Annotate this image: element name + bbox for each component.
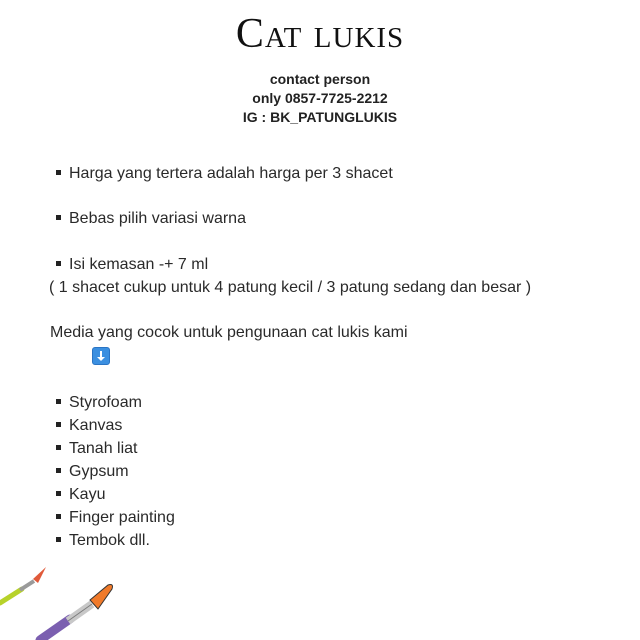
list-item (56, 507, 175, 529)
bullet-icon (56, 261, 61, 266)
list-item-label: Finger painting (69, 509, 175, 526)
paintbrushes-illustration (0, 555, 150, 640)
bullet-icon (56, 445, 61, 450)
bullet-icon (56, 491, 61, 496)
list-item-label: Tanah liat (69, 440, 138, 457)
contact-label: contact person (269, 71, 371, 87)
bullet-icon (56, 399, 61, 404)
price-note-text: Harga yang tertera adalah harga per 3 shacet (69, 165, 393, 182)
list-item-label: Styrofoam (69, 394, 142, 411)
bullet-icon (56, 468, 61, 473)
media-heading: Media yang cocok untuk pengunaan cat lukis kami (50, 324, 408, 341)
usage-note: ( 1 shacet cukup untuk 4 patung kecil / 3 patung sedang dan besar ) (49, 279, 532, 296)
list-item (56, 484, 105, 506)
bullet-icon (56, 215, 61, 220)
large-brush-icon (40, 585, 113, 640)
page-title: Cat lukis (235, 11, 405, 57)
color-note (56, 208, 246, 230)
list-item (56, 530, 150, 552)
list-item (56, 438, 138, 460)
bullet-icon (56, 537, 61, 542)
down-arrow-icon (92, 347, 110, 365)
color-note-text: Bebas pilih variasi warna (69, 210, 246, 227)
list-item-label: Tembok dll. (69, 532, 150, 549)
bullet-icon (56, 170, 61, 175)
contact-instagram: IG : BK_PATUNGLUKIS (242, 109, 398, 125)
list-item-label: Gypsum (69, 463, 129, 480)
list-item-label: Kanvas (69, 417, 123, 434)
contact-block (0, 70, 640, 127)
list-item (56, 392, 142, 414)
price-note (56, 163, 393, 185)
content-note-text: Isi kemasan -+ 7 ml (69, 256, 209, 273)
content-note (56, 254, 208, 276)
list-item (56, 461, 129, 483)
list-item-label: Kayu (69, 486, 106, 503)
bullet-icon (56, 422, 61, 427)
bullet-icon (56, 514, 61, 519)
list-item (56, 415, 122, 437)
contact-phone: only 0857-7725-2212 (252, 90, 388, 106)
small-brush-icon (0, 567, 46, 603)
